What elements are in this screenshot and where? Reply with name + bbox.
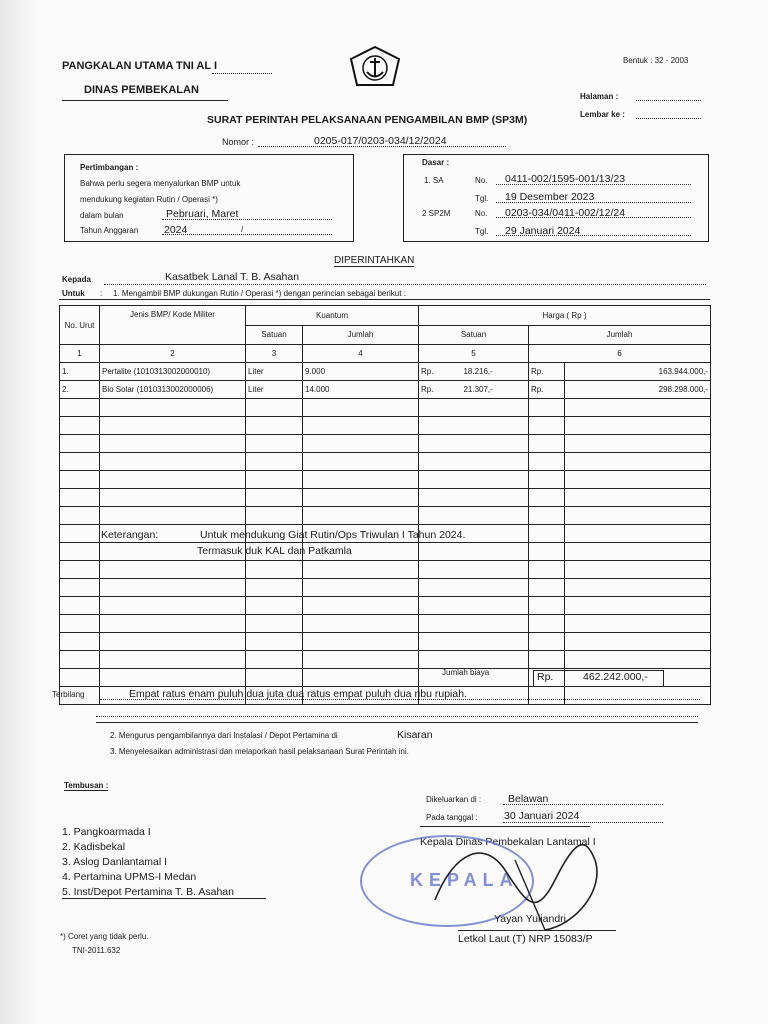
table-row-empty (60, 489, 711, 507)
cell-jumlah: 14.000 (305, 385, 330, 394)
table-cell (529, 489, 565, 507)
table-cell (565, 597, 711, 615)
table-cell (100, 363, 246, 381)
table-cell (565, 381, 711, 399)
table-cell (565, 399, 711, 417)
untuk-label: Untuk (62, 289, 85, 298)
table-cell (529, 417, 565, 435)
table-cell (529, 363, 565, 381)
table-cell (60, 561, 100, 579)
tembusan-underline (62, 898, 266, 899)
bulan-label: dalam bulan (80, 211, 124, 220)
table-cell (303, 651, 419, 669)
table-cell (303, 453, 419, 471)
tembusan-item: 4. Pertamina UPMS-I Medan (62, 871, 197, 883)
sa-tgl-value: 19 Desember 2023 (505, 191, 595, 203)
table-cell (100, 579, 246, 597)
org-underline-1 (62, 72, 272, 74)
kepada-label: Kepada (62, 275, 91, 284)
col-satuan-header: Satuan (246, 325, 303, 345)
table-cell (303, 669, 419, 687)
table-cell (246, 471, 303, 489)
terbilang-rule (96, 722, 698, 723)
table-cell (60, 633, 100, 651)
sp2m-label: 2 SP2M (422, 209, 451, 218)
table-row (60, 363, 711, 381)
table-cell (529, 381, 565, 399)
untuk-colon: : (100, 289, 103, 298)
table-cell (303, 381, 419, 399)
table-cell (529, 597, 565, 615)
table-cell (100, 489, 246, 507)
org-name-line-2: DINAS PEMBEKALAN (84, 84, 199, 96)
navy-emblem-logo (347, 45, 403, 89)
table-cell (565, 543, 711, 561)
table-cell (60, 525, 100, 543)
table-row-empty (60, 417, 711, 435)
table-cell (303, 417, 419, 435)
table-cell (60, 381, 100, 399)
terbilang-line-2 (96, 716, 698, 717)
cell-jenis: Bio Solar (1010313002000006) (102, 385, 214, 394)
table-cell (60, 543, 100, 561)
tahun-slash: / (241, 225, 244, 234)
table-cell (419, 399, 529, 417)
sa-no-value: 0411-002/1595-001/13/23 (505, 173, 626, 185)
table-row-empty (60, 507, 711, 525)
table-cell (303, 489, 419, 507)
table-cell (100, 669, 246, 687)
table-cell (529, 453, 565, 471)
table-cell (246, 597, 303, 615)
table-cell (565, 687, 711, 705)
table-cell (100, 381, 246, 399)
untuk-rule (59, 299, 710, 300)
table-cell (100, 633, 246, 651)
cell-harga: 18.216,- (463, 367, 493, 376)
table-cell (419, 381, 529, 399)
table-cell (565, 651, 711, 669)
table-cell (529, 651, 565, 669)
table-row-empty (60, 435, 711, 453)
col-jenis-header: Jenis BMP/ Kode Militer (100, 306, 246, 345)
halaman-field (636, 100, 701, 101)
table-row-empty (60, 453, 711, 471)
note-3: 3. Menyelesaikan administrasi dan melaporkan hasil pelaksanaan Surat Perintah ini. (110, 747, 409, 756)
jumlah-biaya-label: Jumlah biaya (442, 668, 490, 677)
cell-total: 298.298.000,- (658, 385, 709, 394)
cell-rp2: Rp. (531, 385, 544, 394)
table-cell (246, 489, 303, 507)
table-cell (100, 453, 246, 471)
jumlah-biaya-rp: Rp. (537, 671, 554, 683)
bmp-table (59, 305, 711, 705)
table-cell (60, 597, 100, 615)
table-row-empty (60, 597, 711, 615)
nomor-value: 0205-017/0203-034/12/2024 (314, 135, 447, 147)
table-cell (565, 435, 711, 453)
bulan-value: Pebruari, Maret (166, 208, 239, 220)
cell-jenis: Pertalite (1010313002000010) (102, 367, 211, 376)
table-cell (565, 615, 711, 633)
table-cell (60, 363, 100, 381)
dikeluarkan-value: Belawan (508, 793, 549, 805)
kepada-value: Kasatbek Lanal T. B. Asahan (165, 271, 300, 283)
table-cell (246, 399, 303, 417)
jumlah-biaya-value: 462.242.000,- (583, 671, 648, 683)
note-2-value: Kisaran (397, 729, 433, 741)
table-cell (246, 669, 303, 687)
table-cell (60, 489, 100, 507)
tanggal-line (503, 822, 663, 823)
table-cell (303, 471, 419, 489)
form-code: Bentuk : 32 - 2003 (623, 56, 689, 65)
dasar-heading: Dasar : (422, 158, 450, 167)
dikeluarkan-label: Dikeluarkan di : (426, 795, 482, 804)
table-cell (246, 453, 303, 471)
table-cell (529, 435, 565, 453)
table-cell (246, 381, 303, 399)
table-cell (419, 363, 529, 381)
table-cell (246, 615, 303, 633)
tembusan-label: Tembusan : (64, 781, 109, 790)
table-cell (303, 615, 419, 633)
table-cell (565, 525, 711, 543)
table-row-empty (60, 561, 711, 579)
table-cell (419, 633, 529, 651)
org-name-line-1: PANGKALAN UTAMA TNI AL I (62, 60, 218, 72)
table-cell (419, 471, 529, 489)
table-cell (303, 399, 419, 417)
table-cell (60, 669, 100, 687)
tembusan-item: 1. Pangkoarmada I (62, 826, 151, 838)
col-no-header: No. Urut (60, 306, 100, 345)
table-cell (303, 597, 419, 615)
table-cell (529, 633, 565, 651)
table-cell (303, 435, 419, 453)
sp2m-no-value: 0203-034/0411-002/12/24 (505, 207, 626, 219)
table-cell (60, 615, 100, 633)
table-cell (100, 399, 246, 417)
col-kuantum-header: Kuantum (246, 306, 419, 326)
table-row-empty (60, 471, 711, 489)
table-cell (60, 435, 100, 453)
jabatan: Kepala Dinas Pembekalan Lantamal I (420, 836, 596, 848)
table-cell (419, 597, 529, 615)
table-cell (60, 579, 100, 597)
note-2: 2. Mengurus pengambilannya dari Instalasi / Depot Pertamina di (110, 731, 338, 740)
cell-no: 2. (62, 385, 69, 394)
col-number-3: 3 (246, 345, 303, 363)
sp2m-tgl-value: 29 Januari 2024 (505, 225, 581, 237)
lembar-field (636, 118, 701, 119)
col-jumlah-header: Jumlah (303, 325, 419, 345)
table-cell (246, 561, 303, 579)
signer-name: Yayan Yuliandri (494, 913, 566, 925)
signer-rank: Letkol Laut (T) NRP 15083/P (458, 933, 593, 945)
terbilang-label: Terbilang (52, 690, 85, 699)
table-cell (246, 579, 303, 597)
coret-note: *) Coret yang tidak perlu. (60, 932, 149, 941)
table-row-empty (60, 543, 711, 561)
col-jumlah2-header: Jumlah (529, 325, 711, 345)
sa-label: 1. SA (424, 176, 444, 185)
table-cell (246, 417, 303, 435)
table-cell (100, 561, 246, 579)
table-cell (565, 417, 711, 435)
table-cell (246, 507, 303, 525)
table-cell (565, 633, 711, 651)
table-cell (419, 453, 529, 471)
nomor-label: Nomor : (222, 137, 255, 147)
table-cell (529, 561, 565, 579)
table-cell (100, 507, 246, 525)
table-cell (100, 651, 246, 669)
table-cell (565, 507, 711, 525)
untuk-text: 1. Mengambil BMP dukungan Rutin / Operasi *) dengan perincian sebagai berikut : (113, 289, 406, 298)
table-cell (419, 507, 529, 525)
col-number-1: 1 (60, 345, 100, 363)
pertimbangan-heading: Pertimbangan : (80, 163, 139, 172)
table-row-empty (60, 579, 711, 597)
keterangan-line-2: Termasuk duk KAL dan Patkamla (197, 545, 352, 557)
table-cell (60, 399, 100, 417)
table-cell (303, 579, 419, 597)
cell-rp2: Rp. (531, 367, 544, 376)
table-cell (60, 651, 100, 669)
table-cell (246, 363, 303, 381)
table-cell (419, 579, 529, 597)
sa-no-label: No. (475, 176, 488, 185)
sp2m-no-label: No. (475, 209, 488, 218)
col-satuan2-header: Satuan (419, 325, 529, 345)
kepada-line (104, 284, 706, 285)
table-cell (60, 417, 100, 435)
sa-tgl-label: Tgl. (475, 194, 489, 203)
table-cell (303, 561, 419, 579)
col-number-6: 6 (529, 345, 711, 363)
diperintahkan-heading: DIPERINTAHKAN (334, 255, 415, 266)
table-cell (565, 579, 711, 597)
keterangan-label: Keterangan: (101, 529, 159, 541)
table-cell (60, 507, 100, 525)
terbilang-value: Empat ratus enam puluh dua juta dua ratus empat puluh dua ribu rupiah. (129, 688, 467, 700)
tanggal-value: 30 Januari 2024 (504, 810, 580, 822)
table-row-empty (60, 399, 711, 417)
table-cell (246, 435, 303, 453)
tanggal-label: Pada tanggal : (426, 813, 478, 822)
table-cell (529, 507, 565, 525)
table-cell (419, 489, 529, 507)
cell-total: 163.944.000,- (658, 367, 709, 376)
table-cell (565, 561, 711, 579)
table-row-empty (60, 633, 711, 651)
table-cell (529, 543, 565, 561)
table-cell (60, 471, 100, 489)
table-cell (419, 615, 529, 633)
table-cell (60, 453, 100, 471)
table-cell (419, 417, 529, 435)
keterangan-line-1: Untuk mendukung Giat Rutin/Ops Triwulan I Tahun 2024. (200, 529, 466, 541)
form-number: TNI-2011.632 (72, 946, 121, 955)
table-cell (565, 363, 711, 381)
table-cell (100, 417, 246, 435)
stamp-text: KEPALA (410, 870, 519, 890)
table-cell (529, 579, 565, 597)
table-row (60, 381, 711, 399)
table-cell (419, 435, 529, 453)
table-cell (529, 471, 565, 489)
table-cell (529, 687, 565, 705)
table-cell (100, 435, 246, 453)
tembusan-item: 2. Kadisbekal (62, 841, 126, 853)
scan-edge-shadow (0, 0, 40, 1024)
table-row-empty (60, 651, 711, 669)
cell-satuan: Liter (248, 367, 264, 376)
table-cell (529, 615, 565, 633)
cell-satuan: Liter (248, 385, 264, 394)
tahun-value: 2024 (164, 224, 188, 236)
cell-harga: 21.307,- (463, 385, 493, 394)
table-cell (303, 633, 419, 651)
pertimbangan-line-1: Bahwa perlu segera menyalurkan BMP untuk (80, 179, 241, 188)
document-title: SURAT PERINTAH PELAKSANAAN PENGAMBILAN BMP (SP3M) (207, 114, 528, 126)
table-cell (246, 651, 303, 669)
table-cell (529, 525, 565, 543)
cell-jumlah: 9.000 (305, 367, 326, 376)
table-cell (565, 453, 711, 471)
org-underline-2 (62, 100, 228, 101)
halaman-label: Halaman : (580, 92, 619, 101)
table-cell (419, 543, 529, 561)
cell-rp1: Rp. (421, 385, 434, 394)
col-number-5: 5 (419, 345, 529, 363)
table-cell (529, 399, 565, 417)
table-cell (565, 471, 711, 489)
pertimbangan-line-2: mendukung kegiatan Rutin / Operasi *) (80, 195, 218, 204)
col-harga-header: Harga ( Rp ) (419, 306, 711, 326)
tanggal-rule (420, 826, 590, 827)
cell-no: 1. (62, 367, 69, 376)
tembusan-item: 5. Inst/Depot Pertamina T. B. Asahan (62, 886, 234, 898)
cell-rp1: Rp. (421, 367, 434, 376)
tembusan-item: 3. Aslog Danlantamal I (62, 856, 168, 868)
table-cell (246, 633, 303, 651)
tahun-label: Tahun Anggaran (80, 226, 139, 235)
lembar-label: Lembar ke : (580, 110, 625, 119)
tahun-line (162, 234, 332, 235)
table-number-row (60, 345, 711, 363)
signer-rule (458, 930, 616, 931)
col-number-2: 2 (100, 345, 246, 363)
col-number-4: 4 (303, 345, 419, 363)
table-cell (565, 489, 711, 507)
table-cell (419, 651, 529, 669)
table-cell (303, 363, 419, 381)
table-cell (100, 615, 246, 633)
sp2m-tgl-label: Tgl. (475, 227, 489, 236)
table-cell (303, 507, 419, 525)
table-cell (419, 561, 529, 579)
table-row-empty (60, 615, 711, 633)
table-cell (100, 597, 246, 615)
table-header-row-1 (60, 306, 711, 326)
table-cell (100, 471, 246, 489)
